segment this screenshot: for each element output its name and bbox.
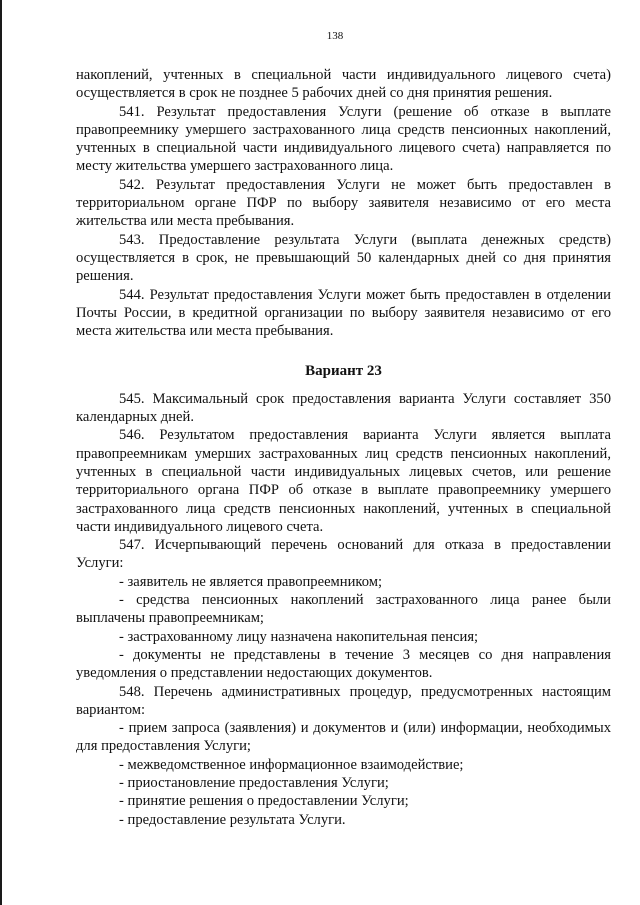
paragraph-p-544: 544. Результат предоставления Услуги может быть предоставлен в отделении Почты России, в кредитной организации по выбору заявителя независимо от его места жительства или места пребывания. [76,286,611,340]
page-number: 138 [326,30,344,42]
paragraph-p-548-4: - принятие решения о предоставлении Услуги; [119,793,409,810]
paragraph-p-547: 547. Исчерпывающий перечень оснований для отказа в предоставлении Услуги: [76,537,611,572]
paragraph-p-546: 546. Результатом предоставления варианта Услуги является выплата правопреемникам умерших застрахованных лиц средств пенсионных накоплений, учтенных в специальной части индивидуальных лицевых счетов, или решение территориального органа ПФР об отказе в выплате правопреемнику умершего застрахованного лица средств пенсионных накоплений, учтенных в специальной части индивидуального лицевого счета. [76,427,611,535]
paragraph-p-548: 548. Перечень административных процедур, предусмотренных настоящим вариантом: [76,683,611,718]
paragraph-p-548-2: - межведомственное информационное взаимодействие; [119,756,464,773]
paragraph-p-547-3: - застрахованному лицу назначена накопительная пенсия; [119,628,479,645]
scan-border [0,0,2,905]
section-before [76,66,611,340]
paragraph-p-541: 541. Результат предоставления Услуги (решение об отказе в выплате правопреемнику умершего застрахованного лица средств пенсионных накоплений, учтенных в специальной части индивидуального лицевого счета) направляется по месту жительства умершего застрахованного лица. [76,103,611,175]
section-after [76,390,611,829]
paragraph-p-542: 542. Результат предоставления Услуги не может быть предоставлен в территориальном органе ПФР по выбору заявителя независимо от его места жительства или места пребывания. [76,176,611,230]
paragraph-p-543: 543. Предоставление результата Услуги (выплата денежных средств) осуществляется в срок, не превышающий 50 календарных дней со дня принятия решения. [76,231,611,285]
paragraph-p-547-4: - документы не представлены в течение 3 месяцев со дня направления уведомления о представлении недостающих документов. [76,646,611,682]
document-body [76,66,611,829]
paragraph-p-548-1: - прием запроса (заявления) и документов и (или) информации, необходимых для предоставления Услуги; [76,720,611,755]
paragraph-p-548-5: - предоставление результата Услуги. [119,811,346,828]
section-heading: Вариант 23 [305,363,382,380]
paragraph-p-intro: накоплений, учтенных в специальной части индивидуального лицевого счета) осуществляется в срок не позднее 5 рабочих дней со дня принятия решения. [76,67,611,102]
paragraph-p-547-2: - средства пенсионных накоплений застрахованного лица ранее были выплачены правопреемникам; [76,592,611,627]
paragraph-p-547-1: - заявитель не является правопреемником; [119,573,383,590]
paragraph-p-545: 545. Максимальный срок предоставления варианта Услуги составляет 350 календарных дней. [76,390,611,426]
paragraph-p-548-3: - приостановление предоставления Услуги; [119,774,389,791]
